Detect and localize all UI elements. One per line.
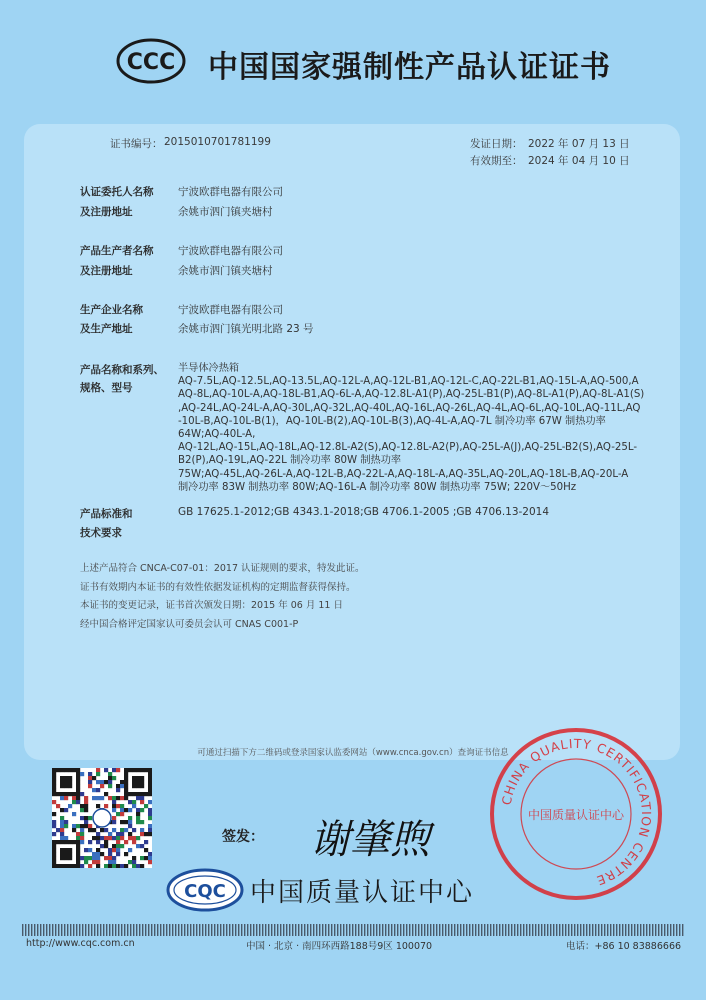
product-spec — [178, 362, 658, 494]
standards-label-line1: 产品标准和 — [80, 508, 133, 520]
product-spec-line: B2(P),AQ-19L,AQ-22L 制冷功率 80W 制热功率 — [178, 455, 402, 467]
applicant-address-label: 及注册地址 — [80, 206, 133, 218]
manufacturer-address-label: 及注册地址 — [80, 265, 133, 277]
footer-decorative-rule — [22, 924, 684, 936]
expiry-date: 2024 年 04 月 10 日 — [528, 155, 630, 167]
qr-code[interactable] — [52, 768, 152, 868]
stamp-ring-text: CHINA QUALITY CERTIFICATION CENTRE — [498, 735, 655, 889]
product-spec-line: 半导体冷热箱 — [178, 363, 240, 374]
red-seal-stamp — [488, 726, 664, 902]
manufacturer-address: 余姚市泗门镇夹塘村 — [178, 265, 273, 277]
standards-value: GB 17625.1-2012;GB 4343.1-2018;GB 4706.1-2005 ;GB 4706.13-2014 — [178, 506, 550, 518]
product-spec-line: 64W;AQ-40L-A, — [178, 429, 256, 441]
applicant-name: 宁波欧群电器有限公司 — [178, 186, 283, 198]
factory-name-label: 生产企业名称 — [80, 304, 143, 316]
note-line: 经中国合格评定国家认可委员会认可 CNAS C001-P — [80, 618, 299, 630]
stamp-center-text: 中国质量认证中心 — [527, 808, 625, 822]
certificate-title: 中国国家强制性产品认证证书 — [208, 50, 611, 85]
footer-website[interactable]: http://www.cqc.com.cn — [26, 938, 135, 949]
footer-address: 中国 · 北京 · 南四环西路188号9区 100070 — [246, 941, 433, 952]
product-spec-line: AQ-12L,AQ-15L,AQ-18L,AQ-12.8L-A2(S),AQ-12.8L-A2(P),AQ-25L-A(J),AQ-25L-B2(S),AQ-25L- — [178, 442, 638, 454]
issue-date-label: 发证日期： — [470, 138, 523, 150]
applicant-name-label: 认证委托人名称 — [80, 186, 154, 198]
issue-date: 2022 年 07 月 13 日 — [528, 138, 630, 150]
signature-label: 签发： — [222, 829, 264, 845]
ccc-logo — [116, 38, 186, 84]
product-spec-line: AQ-8L,AQ-10L-A,AQ-18L-B1,AQ-6L-A,AQ-12.8L-A1(P),AQ-25L-B1(P),AQ-8L-A1(P),AQ-8L-A1(S) — [178, 389, 645, 401]
product-spec-line: AQ-7.5L,AQ-12.5L,AQ-13.5L,AQ-12L-A,AQ-12L-B1,AQ-12L-C,AQ-22L-B1,AQ-15L-A,AQ-500,A — [178, 376, 639, 388]
manufacturer-name-label: 产品生产者名称 — [80, 245, 154, 257]
cert-number-label: 证书编号： — [110, 138, 163, 150]
verification-text: 可通过扫描下方二维码或登录国家认监委网站（www.cnca.gov.cn）查询证书信息 — [197, 748, 509, 758]
footer-phone: 电话：+86 10 83886666 — [566, 941, 682, 952]
cqc-logo — [166, 868, 244, 912]
product-spec-line: 制冷功率 83W 制热功率 80W;AQ-16L-A 制冷功率 80W 制热功率 75W; 220V～50Hz — [178, 481, 577, 493]
ccc-logo-text: CCC — [126, 50, 176, 75]
organization-name: 中国质量认证中心 — [250, 878, 475, 908]
manufacturer-name: 宁波欧群电器有限公司 — [178, 245, 283, 257]
product-spec-line: 75W;AQ-45L,AQ-26L-A,AQ-12L-B,AQ-22L-A,AQ-18L-A,AQ-35L,AQ-20L,AQ-18L-B,AQ-20L-A — [178, 468, 629, 480]
cert-number: 2015010701781199 — [164, 136, 271, 148]
note-line: 上述产品符合 CNCA-C07-01：2017 认证规则的要求，特发此证。 — [80, 563, 365, 574]
product-spec-line: -10L-B,AQ-10L-B(1)，AQ-10L-B(2),AQ-10L-B(3),AQ-4L-A,AQ-7L 制冷功率 67W 制热功率 — [178, 415, 606, 427]
product-spec-line: ,AQ-24L,AQ-24L-A,AQ-30L,AQ-32L,AQ-40L,AQ-16L,AQ-26L,AQ-4L,AQ-6L,AQ-10L,AQ-11L,AQ — [178, 402, 641, 414]
applicant-address: 余姚市泗门镇夹塘村 — [178, 206, 273, 218]
note-line: 证书有效期内本证书的有效性依据发证机构的定期监督获得保持。 — [80, 581, 356, 593]
product-label-line2: 规格、型号 — [80, 382, 133, 394]
standards-label-line2: 技术要求 — [80, 527, 122, 539]
note-line: 本证书的变更记录，证书首次颁发日期：2015 年 06 月 11 日 — [80, 600, 343, 611]
certificate-notes — [80, 560, 365, 634]
expiry-date-label: 有效期至： — [470, 155, 523, 167]
product-label-line1: 产品名称和系列、 — [80, 364, 164, 376]
signature: 谢肇煦 — [310, 817, 430, 863]
cqc-logo-text: CQC — [184, 881, 226, 902]
factory-address-label: 及生产地址 — [80, 323, 133, 335]
factory-address: 余姚市泗门镇光明北路 23 号 — [178, 323, 314, 335]
factory-name: 宁波欧群电器有限公司 — [178, 304, 283, 316]
